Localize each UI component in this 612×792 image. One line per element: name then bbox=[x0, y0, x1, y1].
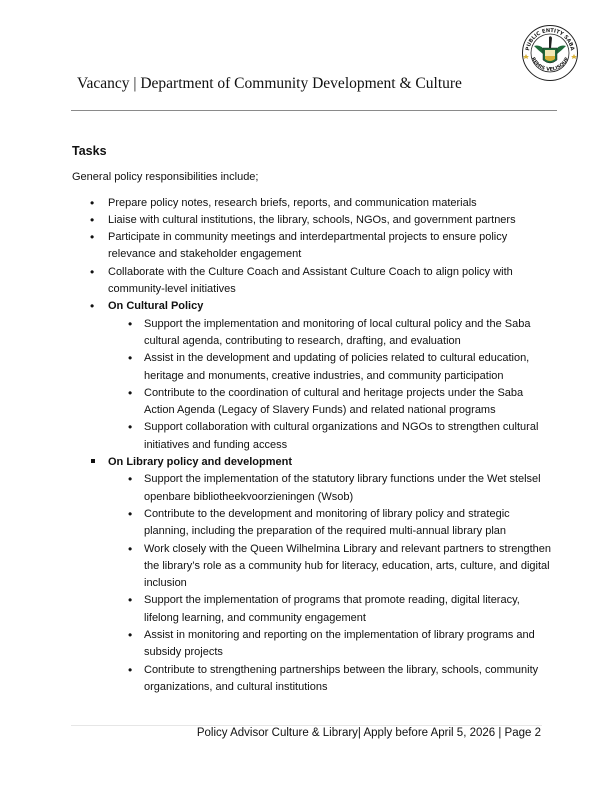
task-list bbox=[72, 195, 552, 697]
bullet-dot-icon bbox=[128, 506, 132, 524]
sub-list-item bbox=[108, 592, 552, 627]
subsection-heading: On Library policy and development bbox=[108, 456, 292, 469]
list-item bbox=[72, 195, 552, 212]
sub-list-item bbox=[108, 316, 552, 351]
bullet-dot-icon bbox=[128, 471, 132, 489]
sub-list-item-text: Support the implementation and monitoring of local cultural policy and the Saba cultural agenda, contributing to research, drafting, and evaluation bbox=[144, 317, 531, 347]
sub-list-item bbox=[108, 541, 552, 593]
bullet-dot-icon bbox=[128, 592, 132, 610]
subsection-heading: On Cultural Policy bbox=[108, 300, 204, 313]
bullet-dot-icon bbox=[128, 541, 132, 559]
list-item-text: Participate in community meetings and interdepartmental projects to ensure policy relevance and stakeholder engagement bbox=[108, 231, 508, 261]
bullet-dot-icon bbox=[128, 662, 132, 680]
svg-text:PUBLIC ENTITY SABA: PUBLIC ENTITY SABA bbox=[525, 27, 575, 52]
bullet-dot-icon bbox=[90, 212, 94, 230]
sub-list-item-text: Assist in the development and updating of policies related to cultural education, heritage and monuments, creative industries, and community participation bbox=[144, 352, 530, 382]
sub-list-item bbox=[108, 627, 552, 662]
bullet-square-icon bbox=[90, 454, 94, 471]
footer-divider bbox=[71, 725, 542, 726]
list-item-text: Collaborate with the Culture Coach and Assistant Culture Coach to align policy with community-level initiatives bbox=[108, 265, 513, 296]
bullet-dot-icon bbox=[90, 195, 94, 213]
bullet-dot-icon bbox=[128, 419, 132, 437]
sub-list-item-text: Work closely with the Queen Wilhelmina Library and relevant partners to strengthen the library’s role as a community hub for literacy, education, arts, culture, and digital inclusion bbox=[144, 542, 551, 590]
bullet-dot-icon bbox=[128, 627, 132, 645]
section-heading: Tasks bbox=[72, 144, 107, 158]
page-footer: Policy Advisor Culture & Library| Apply before April 5, 2026 | Page 2 bbox=[196, 727, 541, 739]
list-item-text: Liaise with cultural institutions, the library, schools, NGOs, and government partners bbox=[108, 213, 516, 226]
list-item bbox=[72, 264, 552, 299]
sub-list-item-text: Support collaboration with cultural organizations and NGOs to strengthen cultural initiatives and funding access bbox=[144, 421, 539, 451]
svg-text:REMIS VELISQUE: REMIS VELISQUE bbox=[529, 56, 571, 73]
header-divider bbox=[71, 110, 557, 111]
bullet-dot-icon bbox=[90, 264, 94, 282]
sub-list-item bbox=[108, 662, 552, 697]
public-entity-saba-seal-icon bbox=[521, 24, 579, 82]
sub-list-item bbox=[108, 419, 552, 454]
sub-list-item bbox=[108, 471, 552, 506]
section-intro: General policy responsibilities include; bbox=[72, 171, 259, 184]
page-header-title: Vacancy | Department of Community Development & Culture bbox=[77, 75, 462, 92]
cultural-policy-list bbox=[108, 316, 552, 454]
list-item-cultural-policy bbox=[72, 298, 552, 454]
tasks-section bbox=[72, 143, 552, 696]
sub-list-item bbox=[108, 385, 552, 420]
bullet-dot-icon bbox=[128, 316, 132, 334]
list-item bbox=[72, 229, 552, 264]
bullet-dot-icon bbox=[128, 350, 132, 368]
sub-list-item bbox=[108, 506, 552, 541]
bullet-dot-icon bbox=[90, 298, 94, 316]
bullet-dot-icon bbox=[90, 229, 94, 247]
sub-list-item-text: Support the implementation of programs that promote reading, digital literacy, lifelong learning, and community engagement bbox=[144, 594, 520, 624]
library-policy-list bbox=[108, 471, 552, 696]
sub-list-item-text: Support the implementation of the statutory library functions under the Wet stelsel openbare bibliotheekvoorzieningen (Wsob) bbox=[144, 473, 541, 503]
sub-list-item-text: Contribute to the development and monitoring of library policy and strategic planning, including the preparation of the required multi-annual library plan bbox=[144, 507, 510, 538]
sub-list-item-text: Contribute to strengthening partnerships between the library, schools, community organizations, and cultural institutions bbox=[144, 663, 539, 693]
sub-list-item-text: Contribute to the coordination of cultural and heritage projects under the Saba Action Agenda (Legacy of Slavery Funds) and related national programs bbox=[144, 386, 524, 417]
sub-list-item bbox=[108, 350, 552, 385]
list-item-text: Prepare policy notes, research briefs, reports, and communication materials bbox=[108, 196, 477, 209]
sub-list-item-text: Assist in monitoring and reporting on the implementation of library programs and subsidy projects bbox=[144, 629, 535, 659]
bullet-dot-icon bbox=[128, 385, 132, 403]
list-item-library-policy bbox=[72, 454, 552, 696]
list-item bbox=[72, 212, 552, 229]
